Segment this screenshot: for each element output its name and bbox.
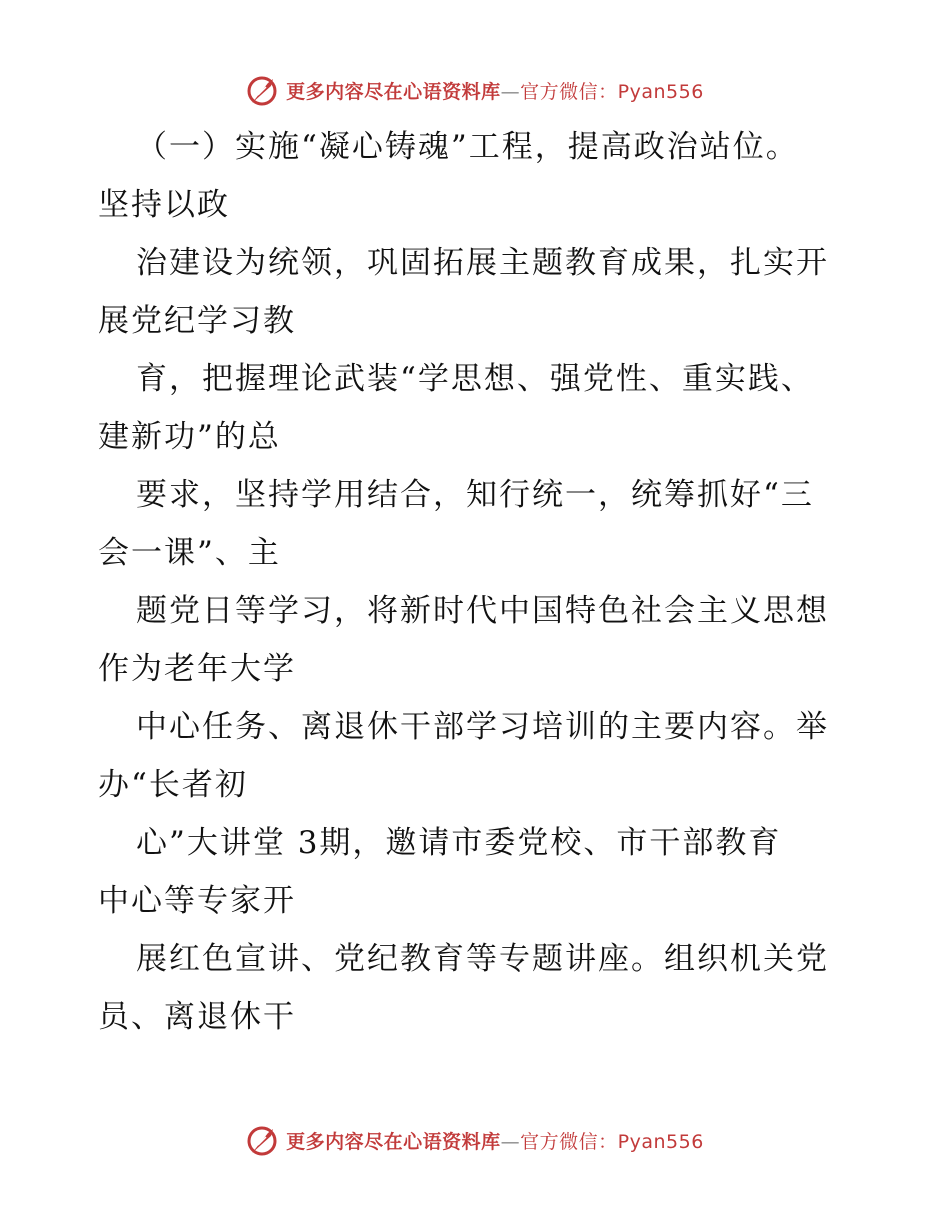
quill-logo-icon — [246, 73, 280, 107]
banner-main-text: 更多内容尽在心语资料库 — [286, 80, 501, 103]
banner-content — [246, 1123, 704, 1157]
text-line: 展党纪学习教 — [98, 303, 296, 339]
text-line: 建新功”的总 — [98, 419, 281, 455]
document-body — [98, 118, 858, 1046]
banner-wechat-text: 官方微信：Pyan556 — [520, 80, 704, 103]
text-line: （一）实施“凝心铸魂”工程，提高政治站位。 — [136, 129, 799, 165]
text-line: 中心任务、离退休干部学习培训的主要内容。举 — [136, 709, 829, 745]
banner-wechat-text: 官方微信：Pyan556 — [520, 1130, 704, 1153]
banner-text — [286, 77, 704, 104]
banner-main-text: 更多内容尽在心语资料库 — [286, 1130, 501, 1153]
text-line: 心”大讲堂 3期，邀请市委党校、市干部教育 — [136, 825, 782, 861]
header-banner — [0, 70, 950, 110]
text-line: 要求，坚持学用结合，知行统一，统筹抓好“三 — [136, 477, 814, 513]
banner-text — [286, 1127, 704, 1154]
banner-dash: — — [500, 1130, 521, 1153]
footer-banner — [0, 1120, 950, 1160]
text-line: 员、离退休干 — [98, 999, 296, 1035]
text-line: 办“长者初 — [98, 767, 248, 803]
quill-logo-icon — [246, 1123, 280, 1157]
text-line: 治建设为统领，巩固拓展主题教育成果，扎实开 — [136, 245, 829, 281]
banner-content — [246, 73, 704, 107]
text-line: 题党日等学习，将新时代中国特色社会主义思想 — [136, 593, 829, 629]
text-line: 展红色宣讲、党纪教育等专题讲座。组织机关党 — [136, 941, 829, 977]
text-line: 育，把握理论武装“学思想、强党性、重实践、 — [136, 361, 814, 397]
text-line: 中心等专家开 — [98, 883, 296, 919]
text-line: 会一课”、主 — [98, 535, 281, 571]
banner-dash: — — [500, 80, 521, 103]
text-line: 坚持以政 — [98, 187, 230, 223]
text-line: 作为老年大学 — [98, 651, 296, 687]
